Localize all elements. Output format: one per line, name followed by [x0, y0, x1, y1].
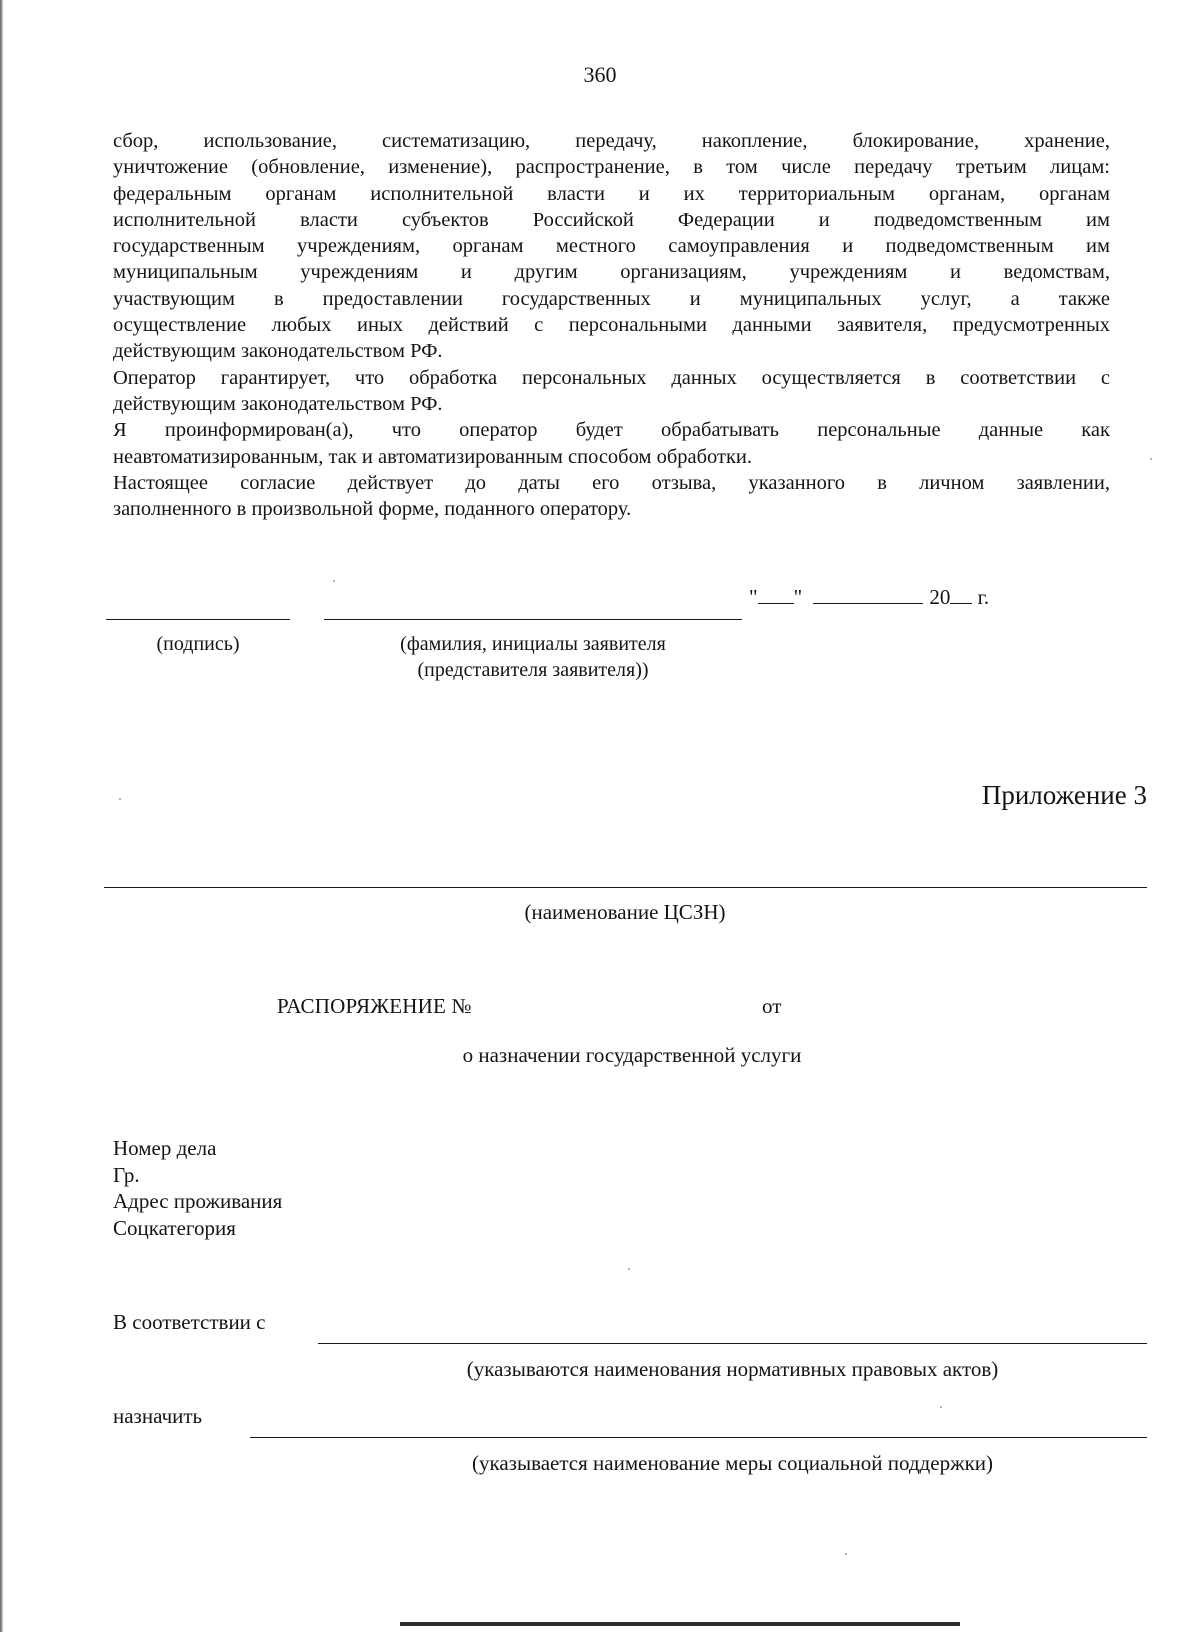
- year-blank[interactable]: [950, 585, 972, 604]
- name-line[interactable]: [324, 619, 742, 620]
- signature-caption: (подпись): [156, 633, 240, 655]
- scan-speck: [940, 1406, 942, 1408]
- year-suffix: г.: [977, 585, 990, 609]
- date-field[interactable]: [749, 585, 989, 610]
- organization-line[interactable]: [104, 887, 1147, 888]
- organization-caption: (наименование ЦСЗН): [524, 900, 726, 924]
- address-label: Адрес проживания: [113, 1189, 283, 1213]
- page-number: 360: [583, 62, 617, 87]
- text-line: сбор, использование, систематизацию, передачу, накопление, блокирование, хранение,: [113, 130, 1110, 152]
- order-from: от: [762, 994, 782, 1018]
- day-blank[interactable]: [758, 585, 794, 604]
- signature-line[interactable]: [106, 619, 290, 620]
- text-line: заполненного в произвольной форме, поданного оператору.: [113, 498, 632, 521]
- scan-speck: [1150, 458, 1152, 460]
- name-caption-line-2: (представителя заявителя)): [417, 659, 649, 681]
- name-caption-line-1: (фамилия, инициалы заявителя: [400, 633, 666, 655]
- according-line[interactable]: [318, 1343, 1147, 1344]
- text-line: участвующим в предоставлении государственных и муниципальных услуг, а также: [113, 287, 1110, 310]
- scan-speck: [333, 580, 335, 582]
- consent-paragraph-1: [113, 128, 1110, 365]
- text-line: Оператор гарантирует, что обработка персональных данных осуществляется в соответствии с: [113, 366, 1110, 389]
- scan-speck: [119, 798, 121, 800]
- scan-speck: [845, 1553, 847, 1555]
- according-label: В соответствии с: [113, 1310, 266, 1334]
- scan-left-edge: [0, 0, 3, 1632]
- date-open-quote: ": [749, 585, 758, 609]
- text-line: осуществление любых иных действий с персональными данными заявителя, предусмотренных: [113, 314, 1110, 337]
- text-line: действующим законодательством РФ.: [113, 392, 443, 415]
- year-prefix: 20: [929, 585, 951, 609]
- text-line: неавтоматизированным, так и автоматизированным способом обработки.: [113, 445, 753, 468]
- text-line: исполнительной власти субъектов Российской Федерации и подведомственным им: [113, 208, 1110, 231]
- text-line: государственным учреждениям, органам местного самоуправления и подведомственным им: [113, 235, 1110, 258]
- citizen-label: Гр.: [113, 1162, 140, 1187]
- consent-paragraph-2: [113, 365, 1110, 418]
- order-subtitle: о назначении государственной услуги: [462, 1043, 802, 1067]
- assign-caption: (указывается наименование меры социальной поддержки): [471, 1451, 994, 1475]
- case-fields: [113, 1135, 282, 1241]
- scan-bottom-edge: [400, 1622, 960, 1626]
- consent-paragraph-4: [113, 470, 1110, 523]
- text-line: муниципальным учреждениям и другим организациям, учреждениям и ведомствам,: [113, 261, 1110, 284]
- text-line: федеральным органам исполнительной власти и их территориальным органам, органам: [113, 182, 1110, 205]
- date-close-quote: ": [793, 585, 803, 609]
- assign-line[interactable]: [250, 1437, 1147, 1438]
- month-blank[interactable]: [813, 585, 923, 604]
- scan-speck: [628, 1268, 630, 1270]
- text-line: действующим законодательством РФ.: [113, 340, 443, 363]
- order-title: РАСПОРЯЖЕНИЕ №: [277, 994, 472, 1018]
- consent-paragraph-3: [113, 417, 1110, 470]
- social-category-label: Соцкатегория: [113, 1215, 236, 1240]
- consent-body-text: [113, 128, 1110, 522]
- assign-label: назначить: [113, 1404, 203, 1428]
- according-caption: (указываются наименования нормативных правовых актов): [466, 1357, 999, 1381]
- appendix-label: Приложение 3: [981, 780, 1147, 810]
- text-line: Настоящее согласие действует до даты его отзыва, указанного в личном заявлении,: [113, 471, 1110, 494]
- case-number-label: Номер дела: [113, 1136, 217, 1160]
- text-line: уничтожение (обновление, изменение), распространение, в том числе передачу третьим лицам:: [113, 156, 1110, 179]
- text-line: Я проинформирован(а), что оператор будет обрабатывать персональные данные как: [113, 419, 1110, 442]
